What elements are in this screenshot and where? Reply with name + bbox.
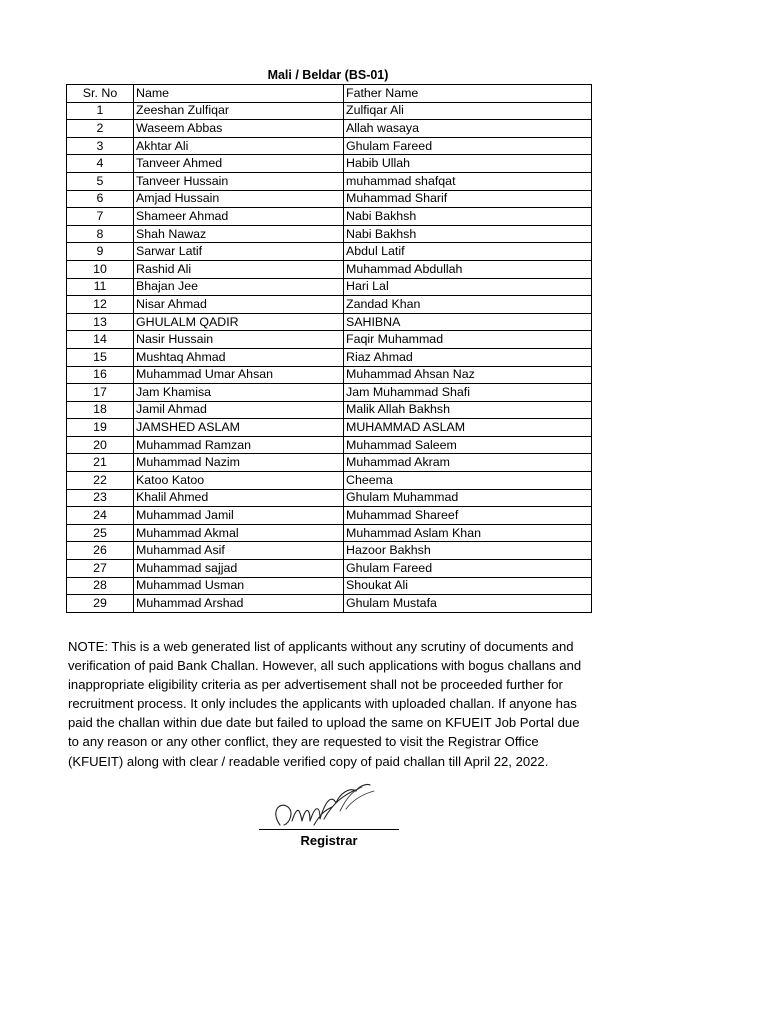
cell-name: Muhammad Nazim	[134, 454, 344, 472]
cell-father-name: MUHAMMAD ASLAM	[344, 419, 592, 437]
cell-name: Muhammad sajjad	[134, 560, 344, 578]
cell-sr-no: 1	[67, 102, 134, 120]
table-row	[67, 542, 592, 560]
cell-sr-no: 3	[67, 137, 134, 155]
cell-name: Muhammad Jamil	[134, 507, 344, 525]
cell-name: Khalil Ahmed	[134, 489, 344, 507]
cell-sr-no: 25	[67, 524, 134, 542]
table-row	[67, 384, 592, 402]
cell-name: Sarwar Latif	[134, 243, 344, 261]
cell-father-name: Habib Ullah	[344, 155, 592, 173]
cell-father-name: muhammad shafqat	[344, 172, 592, 190]
cell-father-name: SAHIBNA	[344, 313, 592, 331]
cell-sr-no: 10	[67, 260, 134, 278]
table-row	[67, 225, 592, 243]
table-row	[67, 296, 592, 314]
cell-father-name: Allah wasaya	[344, 120, 592, 138]
table-row	[67, 172, 592, 190]
table-row	[67, 419, 592, 437]
cell-sr-no: 21	[67, 454, 134, 472]
cell-father-name: Nabi Bakhsh	[344, 225, 592, 243]
cell-sr-no: 4	[67, 155, 134, 173]
cell-sr-no: 12	[67, 296, 134, 314]
table-row	[67, 208, 592, 226]
cell-father-name: Abdul Latif	[344, 243, 592, 261]
cell-name: Muhammad Asif	[134, 542, 344, 560]
cell-father-name: Muhammad Abdullah	[344, 260, 592, 278]
table-row	[67, 102, 592, 120]
cell-name: Rashid Ali	[134, 260, 344, 278]
cell-name: JAMSHED ASLAM	[134, 419, 344, 437]
cell-name: Jamil Ahmad	[134, 401, 344, 419]
table-row	[67, 454, 592, 472]
cell-name: Nisar Ahmad	[134, 296, 344, 314]
table-row	[67, 366, 592, 384]
table-row	[67, 472, 592, 490]
cell-sr-no: 20	[67, 436, 134, 454]
table-row	[67, 577, 592, 595]
registrar-label: Registrar	[300, 833, 358, 848]
cell-father-name: Muhammad Shareef	[344, 507, 592, 525]
table-row	[67, 313, 592, 331]
cell-sr-no: 22	[67, 472, 134, 490]
cell-father-name: Ghulam Fareed	[344, 137, 592, 155]
table-row	[67, 155, 592, 173]
cell-father-name: Muhammad Saleem	[344, 436, 592, 454]
cell-sr-no: 23	[67, 489, 134, 507]
table-header-row	[67, 85, 592, 103]
cell-name: Tanveer Hussain	[134, 172, 344, 190]
column-header-father-name: Father Name	[344, 85, 592, 103]
note-paragraph: NOTE: This is a web generated list of applicants without any scrutiny of documents and verification of paid Bank Challan. However, all such applications with bogus challans and inappropriate eligibility criteria as per advertisement shall not be proceeded further for recruitment process. It only includes the applicants with uploaded challan. If anyone has paid the challan within due date but failed to upload the same on KFUEIT Job Portal due to any reason or any other conflict, they are requested to visit the Registrar Office (KFUEIT) along with clear / readable verified copy of paid challan till April 22, 2022.	[68, 639, 582, 769]
table-row	[67, 507, 592, 525]
table-row	[67, 137, 592, 155]
table-body	[67, 102, 592, 612]
cell-sr-no: 17	[67, 384, 134, 402]
column-header-name: Name	[134, 85, 344, 103]
cell-sr-no: 14	[67, 331, 134, 349]
cell-name: Waseem Abbas	[134, 120, 344, 138]
cell-father-name: Hazoor Bakhsh	[344, 542, 592, 560]
cell-father-name: Ghulam Muhammad	[344, 489, 592, 507]
cell-father-name: Jam Muhammad Shafi	[344, 384, 592, 402]
page-title: Mali / Beldar (BS-01)	[267, 68, 389, 82]
cell-sr-no: 29	[67, 595, 134, 613]
cell-father-name: Zulfiqar Ali	[344, 102, 592, 120]
table-row	[67, 120, 592, 138]
cell-sr-no: 13	[67, 313, 134, 331]
cell-father-name: Malik Allah Bakhsh	[344, 401, 592, 419]
cell-sr-no: 28	[67, 577, 134, 595]
cell-name: Muhammad Akmal	[134, 524, 344, 542]
cell-father-name: Zandad Khan	[344, 296, 592, 314]
cell-name: Katoo Katoo	[134, 472, 344, 490]
cell-name: Shameer Ahmad	[134, 208, 344, 226]
table-row	[67, 260, 592, 278]
cell-name: Muhammad Ramzan	[134, 436, 344, 454]
cell-name: Muhammad Usman	[134, 577, 344, 595]
cell-sr-no: 2	[67, 120, 134, 138]
cell-sr-no: 15	[67, 348, 134, 366]
table-row	[67, 278, 592, 296]
cell-name: Muhammad Umar Ahsan	[134, 366, 344, 384]
table-row	[67, 489, 592, 507]
table-row	[67, 190, 592, 208]
cell-sr-no: 24	[67, 507, 134, 525]
cell-name: Amjad Hussain	[134, 190, 344, 208]
cell-sr-no: 26	[67, 542, 134, 560]
cell-name: Jam Khamisa	[134, 384, 344, 402]
cell-sr-no: 5	[67, 172, 134, 190]
cell-sr-no: 9	[67, 243, 134, 261]
table-row	[67, 595, 592, 613]
cell-sr-no: 8	[67, 225, 134, 243]
cell-name: Nasir Hussain	[134, 331, 344, 349]
cell-father-name: Muhammad Sharif	[344, 190, 592, 208]
signature-icon	[262, 781, 382, 831]
signature-line	[259, 829, 399, 830]
table-row	[67, 243, 592, 261]
table-row	[67, 401, 592, 419]
cell-father-name: Faqir Muhammad	[344, 331, 592, 349]
cell-father-name: Muhammad Aslam Khan	[344, 524, 592, 542]
cell-sr-no: 16	[67, 366, 134, 384]
cell-name: Tanveer Ahmed	[134, 155, 344, 173]
cell-name: Shah Nawaz	[134, 225, 344, 243]
cell-father-name: Ghulam Mustafa	[344, 595, 592, 613]
cell-sr-no: 7	[67, 208, 134, 226]
cell-sr-no: 19	[67, 419, 134, 437]
cell-name: GHULALM QADIR	[134, 313, 344, 331]
cell-name: Mushtaq Ahmad	[134, 348, 344, 366]
table-row	[67, 348, 592, 366]
cell-father-name: Muhammad Akram	[344, 454, 592, 472]
cell-sr-no: 11	[67, 278, 134, 296]
cell-sr-no: 18	[67, 401, 134, 419]
cell-father-name: Ghulam Fareed	[344, 560, 592, 578]
cell-name: Bhajan Jee	[134, 278, 344, 296]
cell-name: Muhammad Arshad	[134, 595, 344, 613]
applicants-table	[66, 84, 592, 613]
table-row	[67, 331, 592, 349]
table-row	[67, 524, 592, 542]
cell-father-name: Riaz Ahmad	[344, 348, 592, 366]
column-header-sr-no: Sr. No	[67, 85, 134, 103]
table-row	[67, 560, 592, 578]
cell-sr-no: 6	[67, 190, 134, 208]
cell-father-name: Nabi Bakhsh	[344, 208, 592, 226]
cell-father-name: Cheema	[344, 472, 592, 490]
cell-father-name: Hari Lal	[344, 278, 592, 296]
cell-name: Zeeshan Zulfiqar	[134, 102, 344, 120]
cell-name: Akhtar Ali	[134, 137, 344, 155]
cell-father-name: Muhammad Ahsan Naz	[344, 366, 592, 384]
table-row	[67, 436, 592, 454]
cell-sr-no: 27	[67, 560, 134, 578]
cell-father-name: Shoukat Ali	[344, 577, 592, 595]
